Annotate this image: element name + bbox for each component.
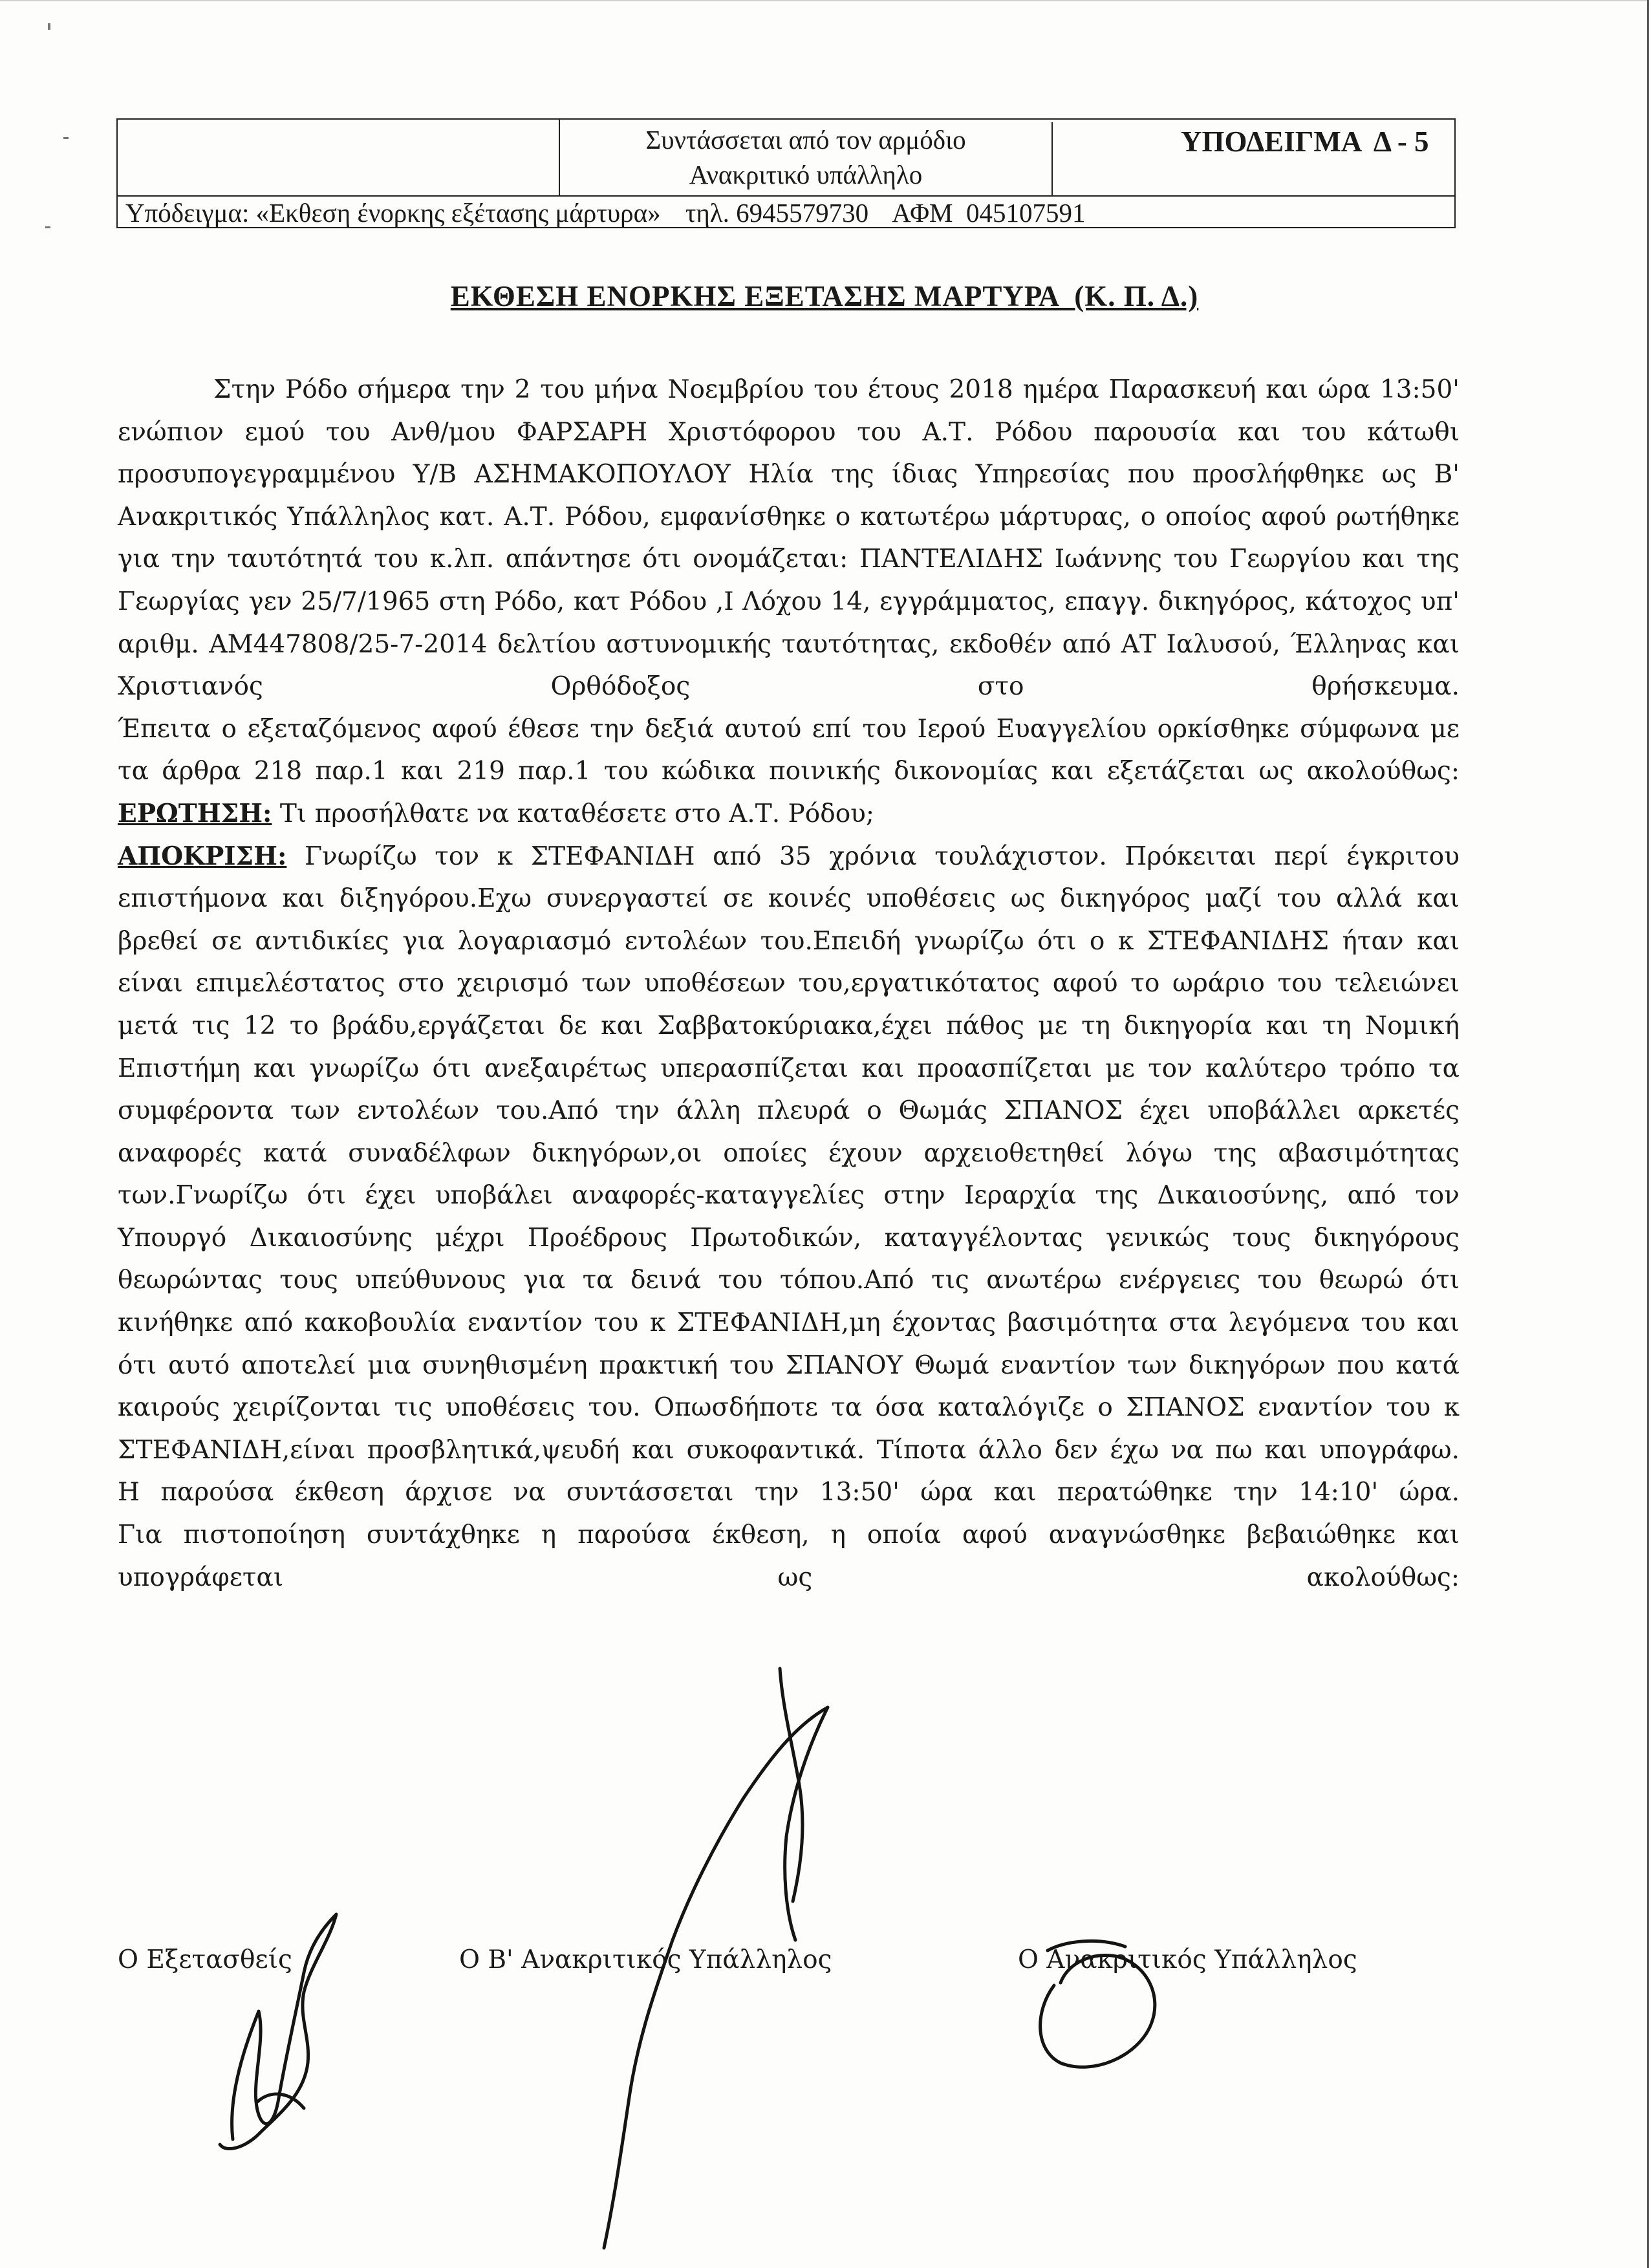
timing-paragraph: Η παρούσα έκθεση άρχισε να συντάσσεται την 13:50' ώρα και περατώθηκε την 14:10' ώρα. (118, 1478, 1460, 1507)
second-officer-signature (604, 1707, 828, 2248)
template-name: Υπόδειγμα: «Εκθεση ένορκης εξέτασης μάρτυρα» (125, 198, 661, 228)
examinee-signature (220, 1914, 336, 2149)
template-code: ΥΠΟΔΕΙΓΜΑ Δ - 5 (1181, 125, 1429, 158)
second-officer-signature-label: Ο Β' Ανακριτικός Υπάλληλος (459, 1945, 832, 1974)
officer-signature-loop (1048, 1941, 1125, 1950)
phone-number: τηλ. 6945579730 (685, 198, 869, 228)
answer-label: ΑΠΟΚΡΙΣΗ: (118, 841, 287, 871)
document-title: ΕΚΘΕΣΗ ΕΝΟΡΚΗΣ ΕΞΕΤΑΣΗΣ ΜΑΡΤΥΡΑ (Κ. Π. Δ.) (450, 280, 1199, 312)
officer-signature (1040, 1955, 1155, 2067)
question-label: ΕΡΩΤΗΣΗ: (118, 798, 272, 828)
tax-id: ΑΦΜ 045107591 (892, 198, 1086, 228)
officer-signature-label: Ο Ανακριτικός Υπάλληλος (1018, 1945, 1357, 1974)
certification-paragraph: Για πιστοποίηση συντάχθηκε η παρούσα έκθεση, η οποία αφού αναγνώσθηκε βεβαιώθηκε και υπογράφεται ως ακολούθως: (118, 1520, 1460, 1592)
author-line-2: Ανακριτικό υπάλληλο (689, 160, 923, 189)
intro-paragraph: Στην Ρόδο σήμερα την 2 του μήνα Νοεμβρίου του έτους 2018 ημέρα Παρασκευή και ώρα 13:50' ενώπιον εμού του Ανθ/μου ΦΑΡΣΑΡΗ Χριστόφορου του Α.Τ. Ρόδου παρουσία και του κάτωθι προσυπογεγραμμένου Υ/Β ΑΣΗΜΑΚΟΠΟΥΛΟΥ Ηλία της ίδιας Υπηρεσίας που προσλήφθηκε ως Β' Ανακριτικός Υπάλληλος κατ. Α.Τ. Ρόδου, εμφανίσθηκε ο κατωτέρω μάρτυρας, ο οποίος αφού ρωτήθηκε για την ταυτότητά του κ.λπ. απάντησε ότι ονομάζεται: ΠΑΝΤΕΛΙΔΗΣ Ιωάννης του Γεωργίου και της Γεωργίας γεν 25/7/1965 στη Ρόδο, κατ Ρόδου ,Ι Λόχου 14, εγγράμματος, επαγγ. δικηγόρος, κάτοχος υπ' αριθμ. ΑΜ447808/25-7-2014 δελτίου αστυνομικής ταυτότητας, εκδοθέν από ΑΤ Ιαλυσού, Έλληνας και Χριστιανός Ορθόδοξος στο θρήσκευμα. (118, 375, 1460, 702)
author-line-1: Συντάσσεται από τον αρμόδιο (645, 125, 966, 155)
examinee-signature-label: Ο Εξετασθείς (118, 1945, 292, 1974)
oath-paragraph: Έπειτα ο εξεταζόμενος αφού έθεσε την δεξιά αυτού επί του Ιερού Ευαγγελίου ορκίσθηκε σύμφωνα με τα άρθρα 218 παρ.1 και 219 παρ.1 του κώδικα ποινικής δικονομίας και εξετάζεται ως ακολούθως: (118, 714, 1460, 786)
answer-text: Γνωρίζω τον κ ΣΤΕΦΑΝΙΔΗ από 35 χρόνια τουλάχιστον. Πρόκειται περί έγκριτου επιστήμονα και διξηγόρου.Εχω συνεργαστεί σε κοινές υποθέσεις ως δικηγόρος μαζί του αλλά και βρεθεί σε αντιδικίες για λογαριασμό εντολέων του.Επειδή γνωρίζω ότι ο κ ΣΤΕΦΑΝΙΔΗΣ ήταν και είναι επιμελέστατος στο χειρισμό των υποθέσεων του,εργατικότατος αφού το ωράριο του τελειώνει μετά τις 12 το βράδυ,εργάζεται δε και Σαββατοκύριακα,έχει πάθος με τη δικηγορία και τη Νομική Επιστήμη και γνωρίζω ότι ανεξαιρέτως υπερασπίζεται και προασπίζεται με τον καλύτερο τρόπο τα συμφέροντα των εντολέων του.Από την άλλη πλευρά ο Θωμάς ΣΠΑΝΟΣ έχει υποβάλλει αρκετές αναφορές κατά συναδέλφων δικηγόρων,οι οποίες έχουν αρχειοθετηθεί λόγω της αβασιμότητας των.Γνωρίζω ότι έχει υποβάλει αναφορές-καταγγελίες στην Ιεραρχία της Δικαιοσύνης, από τον Υπουργό Δικαιοσύνης μέχρι Προέδρους Πρωτοδικών, καταγγέλοντας γενικώς τους δικηγόρους θεωρώντας τους υπεύθυνους για τα δεινά του τόπου.Από τις ανωτέρω ενέργειες του θεωρώ ότι κινήθηκε από κακοβουλία εναντίον του κ ΣΤΕΦΑΝΙΔΗ,μη έχοντας βασιμότητα στα λεγόμενα του και ότι αυτό αποτελεί μια συνηθισμένη πρακτική του ΣΠΑΝΟΥ Θωμά εναντίον των δικηγόρων που κατά καιρούς χειρίζονται τις υποθέσεις του. Οπωσδήποτε τα όσα καταλόγιζε ο ΣΠΑΝΟΣ εναντίον του κ ΣΤΕΦΑΝΙΔΗ,είναι προσβλητικά,ψευδή και συκοφαντικά. Τίποτα άλλο δεν έχω να πω και υπογράφω. (118, 841, 1460, 1465)
question-text: Τι προσήλθατε να καταθέσετε στο Α.Τ. Ρόδου; (272, 799, 875, 828)
